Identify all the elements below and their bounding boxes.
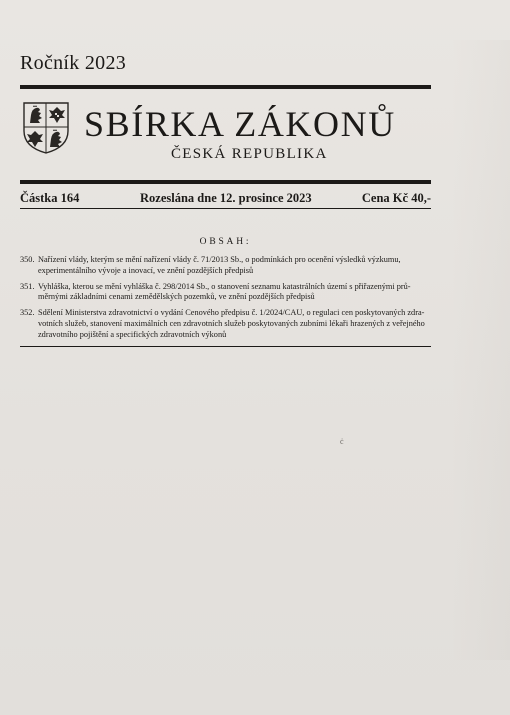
paper-speck: ċ bbox=[340, 437, 344, 446]
entry-number: 352. bbox=[20, 308, 35, 318]
contents-heading: OBSAH: bbox=[199, 237, 252, 247]
header-bottom-rule bbox=[20, 180, 431, 184]
contents-bottom-rule bbox=[20, 346, 431, 347]
entry-number: 351. bbox=[20, 281, 35, 291]
top-rule bbox=[20, 85, 431, 89]
issue-price: Cena Kč 40,- bbox=[361, 191, 431, 205]
entry-number: 350. bbox=[20, 255, 35, 264]
contents-entry-350 bbox=[20, 255, 431, 277]
info-rule bbox=[20, 208, 431, 209]
publication-subtitle: ČESKÁ REPUBLIKA bbox=[171, 146, 328, 162]
page-edge-shade bbox=[450, 40, 510, 660]
coat-of-arms-icon bbox=[22, 101, 70, 155]
entry-text-line: zdravotního pojištění a specifických zdravotních výkonů bbox=[38, 329, 227, 339]
entry-text-line: votních služeb, stanovení maximálních cen zdravotních služeb poskytovaných zubními lékaři hrazených z veřejného bbox=[38, 318, 425, 328]
volume-year: Ročník 2023 bbox=[20, 52, 127, 74]
entry-text-line: měrnými základními cenami zemědělských pozemků, ve znění pozdějších předpisů bbox=[38, 292, 315, 302]
issue-distribution-date: Rozeslána dne 12. prosince 2023 bbox=[140, 191, 312, 205]
entry-text-line: Sdělení Ministerstva zdravotnictví o vydání Cenového předpisu č. 1/2024/CAU, o regulaci cen poskytovaných zdra- bbox=[38, 308, 425, 318]
contents-list bbox=[20, 255, 431, 346]
issue-part: Částka 164 bbox=[20, 191, 80, 205]
entry-text-line: Vyhláška, kterou se mění vyhláška č. 298/2014 Sb., o stanovení seznamu katastrálních území s přiřazenými prů- bbox=[38, 281, 411, 291]
contents-entry-351 bbox=[20, 282, 431, 304]
publication-title: SBÍRKA ZÁKONŮ bbox=[84, 104, 396, 144]
contents-entry-352 bbox=[20, 308, 431, 340]
entry-text-line: experimentálního vývoje a inovací, ve znění pozdějších předpisů bbox=[38, 265, 254, 275]
entry-text-line: Nařízení vlády, kterým se mění nařízení vlády č. 71/2013 Sb., o podmínkách pro ocenění výsledků výzkumu, bbox=[38, 255, 401, 264]
